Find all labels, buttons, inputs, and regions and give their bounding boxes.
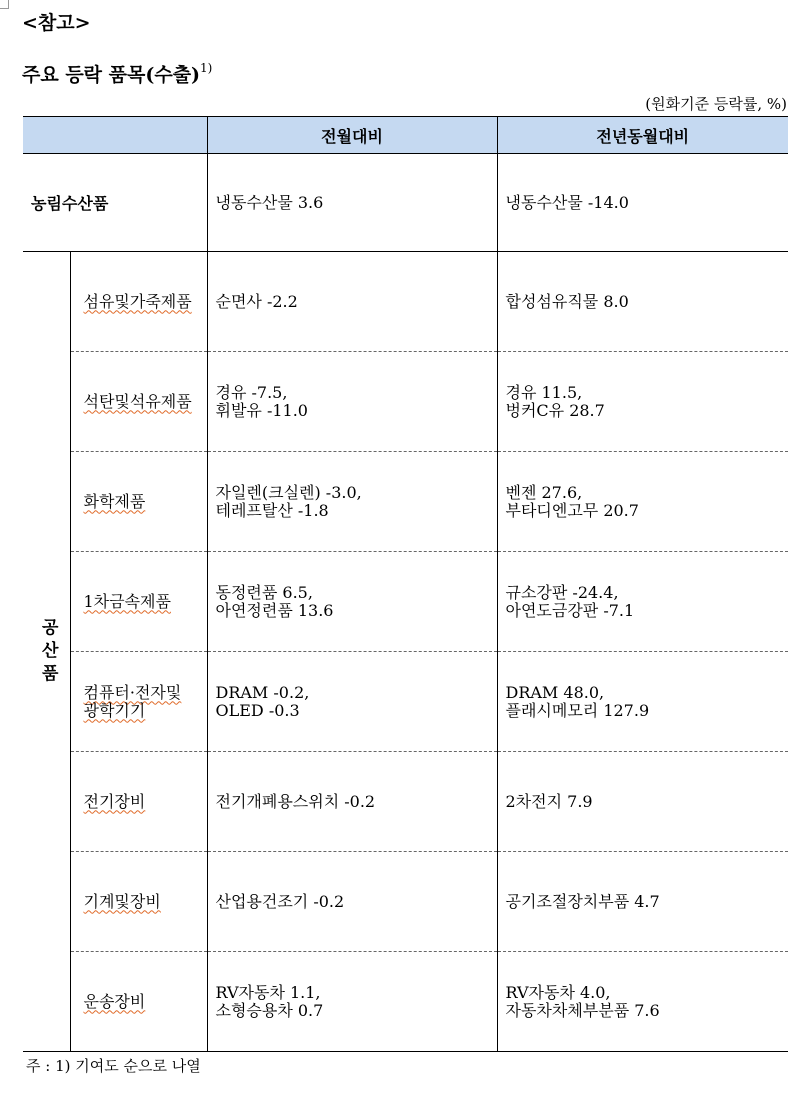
page-corner-mark (0, 0, 9, 9)
subcategory-cell (70, 852, 207, 952)
subcategory-label-line: 섬유및가죽제품 (83, 291, 192, 311)
footnote: 주 : 1) 기여도 순으로 나열 (26, 1057, 201, 1075)
table-row (23, 552, 788, 652)
mom-item-line: DRAM -0.2, (215, 682, 310, 702)
agri-yoy-cell (497, 154, 788, 252)
mom-item-line: OLED -0.3 (215, 700, 300, 720)
yoy-item-line: RV자동차 4.0, (505, 982, 611, 1002)
subcategory-label-line: 화학제품 (83, 491, 146, 511)
yoy-cell (497, 652, 788, 752)
mom-item-line: 경유 -7.5, (215, 382, 288, 402)
heading-text: 주요 등락 품목(수출) (22, 64, 201, 86)
header-mom: 전월대비 (207, 117, 497, 154)
mom-cell (207, 552, 497, 652)
header-blank-cell (23, 117, 207, 154)
mom-item-line: 소형승용차 0.7 (215, 1000, 324, 1020)
yoy-item-line: 자동차차체부분품 7.6 (505, 1000, 660, 1020)
mom-item-line: 순면사 -2.2 (215, 291, 298, 311)
yoy-cell (497, 452, 788, 552)
table-row (23, 752, 788, 852)
mom-item-line: 아연정련품 13.6 (215, 600, 334, 620)
subcategory-cell (70, 352, 207, 452)
category-agri: 농림수산품 (23, 154, 207, 252)
yoy-item-line: 아연도금강판 -7.1 (505, 600, 635, 620)
unit-label: (원화기준 등락률, %) (645, 95, 787, 113)
section-heading (22, 60, 212, 87)
yoy-cell (497, 952, 788, 1052)
heading-note-mark: 1) (200, 61, 213, 75)
subcategory-cell (70, 452, 207, 552)
table-header-row (23, 117, 788, 154)
category-industrial (23, 252, 70, 1052)
subcategory-label-line: 광학기기 (83, 700, 146, 720)
yoy-cell (497, 752, 788, 852)
subcategory-label-line: 1차금속제품 (83, 591, 171, 611)
mom-cell (207, 952, 497, 1052)
yoy-item-line: 벙커C유 28.7 (505, 400, 605, 420)
yoy-item-line: 공기조절장치부품 4.7 (505, 891, 660, 911)
subcategory-label-line: 컴퓨터·전자및 (83, 682, 182, 702)
table-row (23, 952, 788, 1052)
subcategory-cell (70, 652, 207, 752)
subcategory-label-line: 전기장비 (83, 791, 146, 811)
mom-cell (207, 752, 497, 852)
agri-mom-item: 냉동수산물 3.6 (215, 192, 324, 212)
yoy-item-line: 플래시메모리 127.9 (505, 700, 650, 720)
table-row (23, 452, 788, 552)
price-change-table (23, 116, 788, 1052)
yoy-item-line: 부타디엔고무 20.7 (505, 500, 639, 520)
mom-item-line: 테레프탈산 -1.8 (215, 500, 329, 520)
yoy-cell (497, 252, 788, 352)
yoy-item-line: 2차전지 7.9 (505, 791, 593, 811)
header-yoy: 전년동월대비 (497, 117, 788, 154)
subcategory-label-line: 기계및장비 (83, 891, 161, 911)
category-industrial-char: 품 (42, 664, 59, 684)
subcategory-cell (70, 952, 207, 1052)
mom-cell (207, 652, 497, 752)
mom-item-line: 휘발유 -11.0 (215, 400, 308, 420)
yoy-cell (497, 852, 788, 952)
mom-cell (207, 852, 497, 952)
category-industrial-char: 산 (42, 641, 59, 661)
table-row (23, 252, 788, 352)
agri-mom-cell (207, 154, 497, 252)
table-row (23, 852, 788, 952)
mom-cell (207, 452, 497, 552)
mom-item-line: 전기개폐용스위치 -0.2 (215, 791, 376, 811)
category-industrial-char: 공 (42, 618, 59, 638)
subcategory-cell (70, 252, 207, 352)
mom-item-line: 자일렌(크실렌) -3.0, (215, 482, 362, 502)
yoy-item-line: 합성섬유직물 8.0 (505, 291, 629, 311)
subcategory-label-line: 석탄및석유제품 (83, 391, 192, 411)
mom-cell (207, 352, 497, 452)
subcategory-cell (70, 752, 207, 852)
table-row-agri (23, 154, 788, 252)
table-row (23, 652, 788, 752)
mom-item-line: 동정련품 6.5, (215, 582, 313, 602)
yoy-item-line: 벤젠 27.6, (505, 482, 583, 502)
mom-item-line: 산업용건조기 -0.2 (215, 891, 345, 911)
yoy-item-line: 규소강판 -24.4, (505, 582, 619, 602)
yoy-cell (497, 552, 788, 652)
yoy-item-line: 경유 11.5, (505, 382, 583, 402)
subcategory-cell (70, 552, 207, 652)
agri-yoy-item: 냉동수산물 -14.0 (505, 192, 629, 212)
table-row (23, 352, 788, 452)
yoy-cell (497, 352, 788, 452)
reference-title: <참고> (22, 12, 91, 34)
yoy-item-line: DRAM 48.0, (505, 682, 605, 702)
mom-cell (207, 252, 497, 352)
subcategory-label-line: 운송장비 (83, 991, 146, 1011)
mom-item-line: RV자동차 1.1, (215, 982, 321, 1002)
